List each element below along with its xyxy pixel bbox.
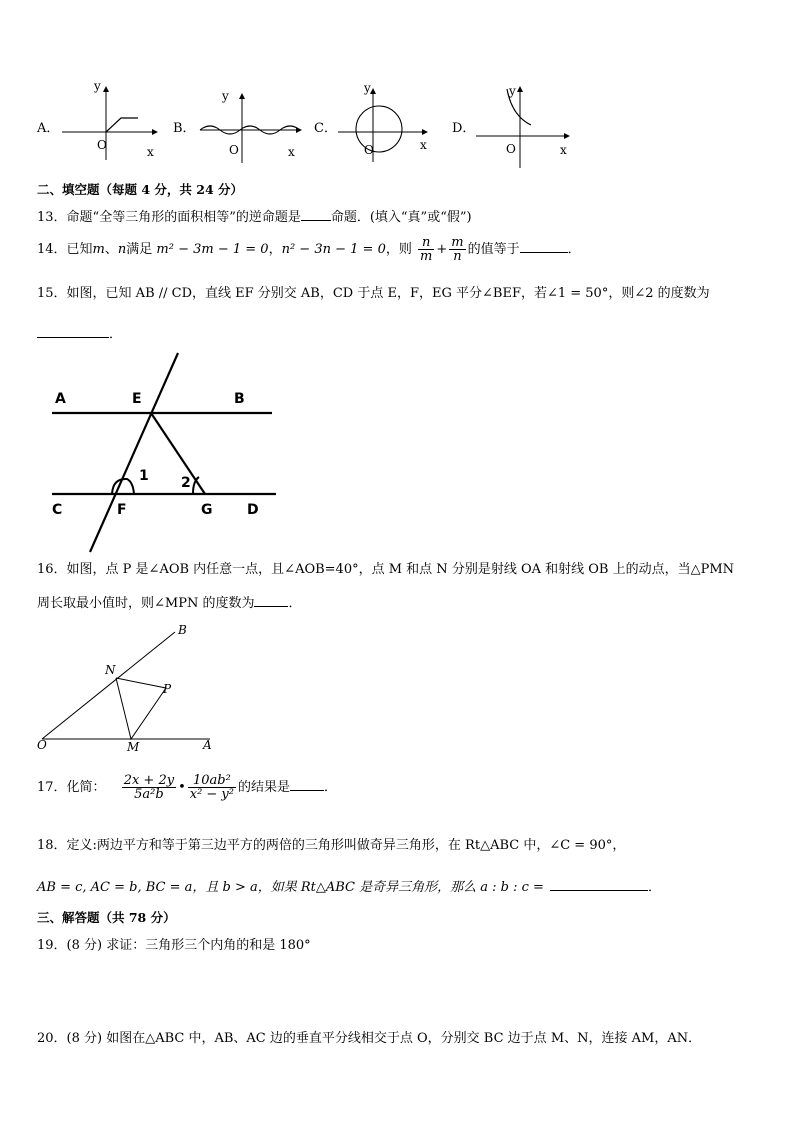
q17-blank (290, 778, 324, 791)
question-13 (37, 208, 472, 226)
option-b-graph (196, 85, 306, 165)
q13-after: 命题．(填入“真”或“假”) (330, 210, 472, 225)
option-b-y: y (222, 89, 229, 103)
option-b-origin: O (229, 143, 239, 157)
option-a-graph (60, 80, 165, 165)
q17-prefix: 17．化简： (37, 780, 106, 795)
question-16-line-1: 16．如图，点 P 是∠AOB 内任意一点，且∠AOB=40°，点 M 和点 N 分别是射线 OA 和射线 OB 上的动点，当△PMN (37, 562, 735, 577)
q14-frac-1: $\frac{n}{m}$ (420, 235, 433, 264)
q15-label-b: B (234, 391, 245, 407)
q15-angle-1: 1 (139, 468, 149, 484)
q15-label-f: F (117, 502, 127, 518)
q14-sep: 、 (104, 242, 118, 257)
q14-frac-2: $\frac{m}{n}$ (451, 235, 464, 264)
q16-label-o: O (37, 738, 47, 752)
q14-mid: 满足 (126, 242, 153, 257)
q17-suffix: 的结果是 (238, 780, 291, 795)
q14-comma: ， (268, 242, 282, 257)
option-d-label: D． (452, 121, 476, 136)
q16-label-b: B (178, 623, 187, 637)
option-d-x: x (560, 143, 567, 157)
question-14 (37, 236, 581, 263)
q15-end: ． (109, 327, 123, 342)
q13-blank (301, 208, 331, 221)
option-b-label: B． (173, 121, 196, 136)
section-3-title: 三、解答题（共 78 分） (37, 910, 176, 925)
option-a-y: y (94, 80, 101, 93)
q17-dot: • (178, 780, 186, 795)
q18-blank (550, 878, 648, 891)
q15-label-c: C (52, 502, 63, 518)
option-c-label: C． (314, 121, 337, 136)
q15-figure (40, 350, 290, 560)
question-18-line-2 (37, 878, 661, 896)
q15-label-d: D (247, 502, 259, 518)
q16-label-a: A (203, 738, 212, 752)
question-17 (37, 774, 337, 801)
q15-label-g: G (201, 502, 213, 518)
question-15-line-1: 15．如图，已知 AB // CD，直线 EF 分别交 AB，CD 于点 E，F，EG 平分∠BEF，若∠1 = 50°，则∠2 的度数为 (37, 286, 710, 301)
q14-m: m (92, 242, 105, 257)
question-15-line-2 (37, 325, 122, 343)
q15-label-a: A (55, 391, 66, 407)
q15-blank (37, 325, 109, 338)
option-b-x: x (288, 145, 295, 159)
option-c-graph (336, 80, 436, 165)
q14-eq1: m² − 3m − 1 = 0 (156, 242, 269, 257)
q16-blank (254, 594, 288, 607)
q17-frac-2: $\frac{\text{10ab²}}{\text{x² − y²}}$ (189, 773, 234, 802)
q16-figure (30, 618, 230, 758)
option-a-x: x (147, 145, 154, 159)
option-c-origin: O (364, 143, 374, 157)
q17-end: ． (324, 780, 338, 795)
option-d-origin: O (506, 142, 516, 156)
q16-label-p: P (163, 682, 172, 696)
q14-prefix: 14．已知 (37, 242, 93, 257)
q14-blank (520, 240, 568, 253)
q15-angle-2: 2 (181, 475, 191, 491)
q14-eq2: n² − 3n − 1 = 0 (281, 242, 386, 257)
question-19: 19．(8 分) 求证：三角形三个内角的和是 180° (37, 938, 311, 953)
question-20: 20．(8 分) 如图在△ABC 中，AB、AC 边的垂直平分线相交于点 O，分别交 BC 边于点 M、N，连接 AM，AN． (37, 1031, 702, 1046)
option-d-y: y (509, 84, 516, 98)
q18-end: ． (647, 880, 661, 895)
q14-then: ，则 (385, 242, 412, 257)
q13-text: 13．命题“全等三角形的面积相等”的逆命题是 (37, 210, 301, 225)
option-a-origin: O (97, 138, 107, 152)
q14-plus: + (436, 242, 448, 257)
q16-label-n: N (105, 663, 116, 677)
question-16-line-2 (37, 594, 301, 612)
q14-suffix: 的值等于 (467, 242, 520, 257)
option-d-graph (474, 80, 579, 170)
q14-n: n (117, 242, 127, 257)
option-a-label: A． (37, 121, 60, 136)
option-graphs (0, 80, 794, 180)
question-18-line-1: 18．定义:两边平方和等于第三边平方的两倍的三角形叫做奇异三角形，在 Rt△ABC 中，∠C = 90°， (37, 838, 626, 853)
option-c-x: x (420, 138, 427, 152)
option-c-y: y (364, 81, 371, 95)
section-2-title: 二、填空题（每题 4 分，共 24 分） (37, 182, 244, 197)
q18-line-2-text: AB = c, AC = b, BC = a，且 b > a，如果 Rt△ABC 是奇异三角形，那么 a : b : c = (37, 880, 544, 895)
q17-frac-1: $\frac{2x + 2y}{\text{5a²b}}$ (123, 773, 175, 802)
q15-label-e: E (132, 391, 142, 407)
q16-label-m: M (127, 740, 140, 754)
q16-line-2-text: 周长取最小值时，则∠MPN 的度数为 (37, 596, 255, 611)
q14-end: ． (567, 242, 581, 257)
q16-end: ． (288, 596, 302, 611)
